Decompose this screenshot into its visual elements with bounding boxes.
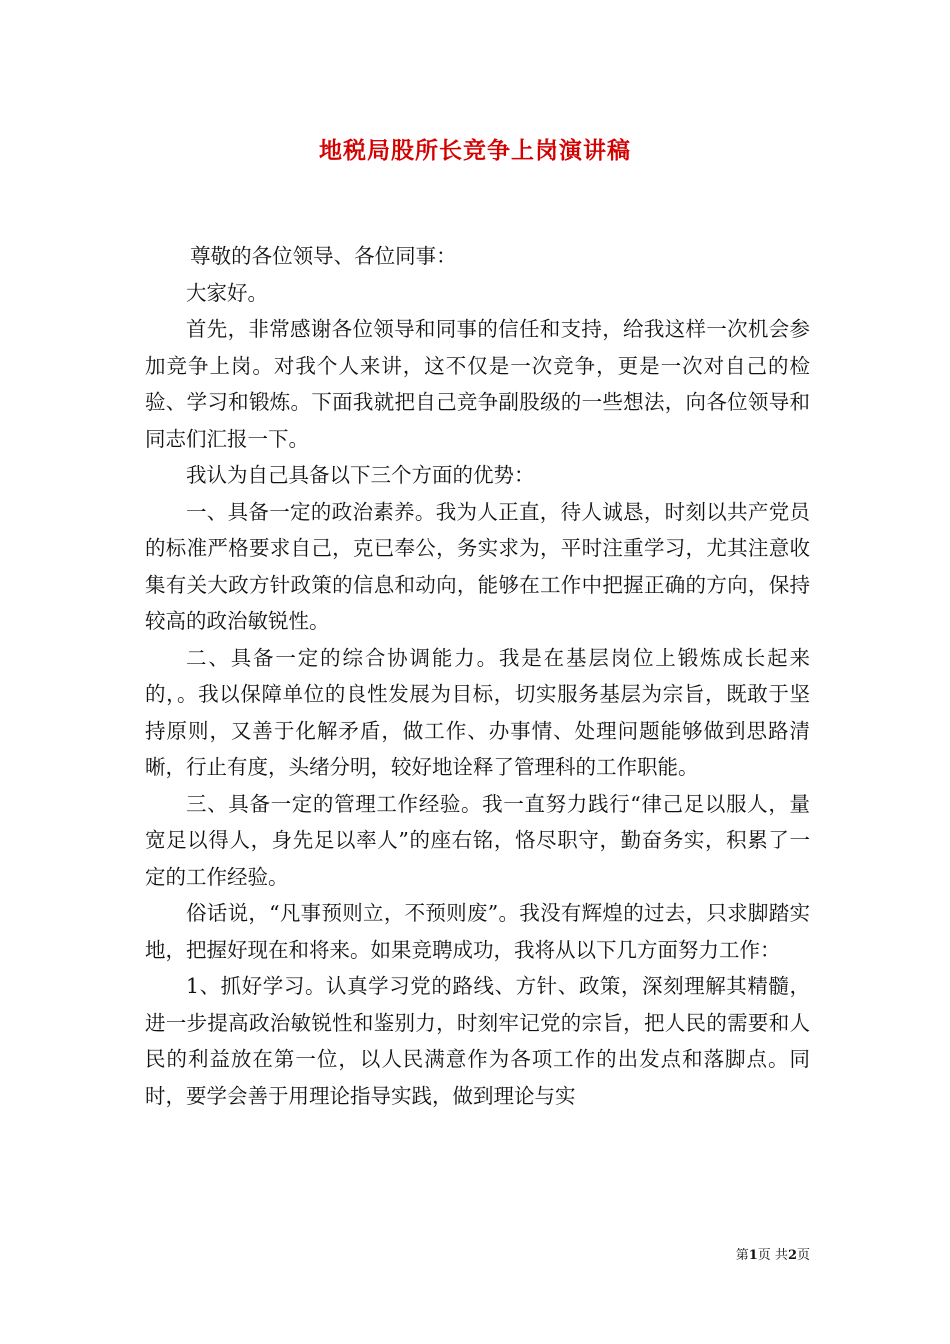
document-body (145, 238, 810, 1114)
document-title: 地税局股所长竞争上岗演讲稿 (319, 137, 631, 164)
paragraph-advantage-2: 二、具备一定的综合协调能力。我是在基层岗位上锻炼成长起来的，。我以保障单位的良性发展为目标，切实服务基层为宗旨，既敢于坚持原则，又善于化解矛盾，做工作、办事情、处理问题能够做到思路清晰，行止有度，头绪分明，较好地诠释了管理科的工作职能。 (145, 645, 810, 779)
footer-middle: 页 共 (757, 1248, 788, 1263)
paragraph-advantage-1: 一、具备一定的政治素养。我为人正直，待人诚恳，时刻以共产党员的标准严格要求自己，克已奉公，务实求为，平时注重学习，尤其注意收集有关大政方针政策的信息和动向，能够在工作中把握正确的方向，保持较高的政治敏锐性。 (145, 499, 810, 633)
paragraph-greeting: 大家好。 (186, 280, 268, 305)
paragraph-advantages-lead: 我认为自己具备以下三个方面的优势： (186, 463, 535, 487)
paragraph-advantage-3: 三、具备一定的管理工作经验。我一直努力践行“律己足以服人，量宽足以得人，身先足以率人”的座右铭，恪尽职守，勤奋务实，积累了一定的工作经验。 (145, 791, 810, 889)
paragraph-plan-lead: 俗话说，“凡事预则立，不预则废”。我没有辉煌的过去，只求脚踏实地，把握好现在和将来。如果竞聘成功，我将从以下几方面努力工作： (145, 901, 810, 962)
page-number-footer (736, 1247, 810, 1265)
footer-suffix: 页 (796, 1248, 810, 1263)
footer-current-page: 1 (748, 1248, 758, 1263)
footer-total-pages: 2 (787, 1248, 797, 1263)
paragraph-plan-1: 1、抓好学习。认真学习党的路线、方针、政策，深刻理解其精髓，进一步提高政治敏锐性和鉴别力，时刻牢记党的宗旨，把人民的需要和人民的利益放在第一位，以人民满意作为各项工作的出发点和落脚点。同时，要学会善于用理论指导实践，做到理论与实 (145, 974, 810, 1108)
footer-prefix: 第 (735, 1248, 749, 1263)
paragraph-salutation: 尊敬的各位领导、各位同事： (190, 244, 457, 268)
paragraph-intro: 首先，非常感谢各位领导和同事的信任和支持，给我这样一次机会参加竞争上岗。对我个人来讲，这不仅是一次竞争，更是一次对自己的检验、学习和锻炼。下面我就把自己竞争副股级的一些想法，向各位领导和同志们汇报一下。 (145, 317, 810, 451)
